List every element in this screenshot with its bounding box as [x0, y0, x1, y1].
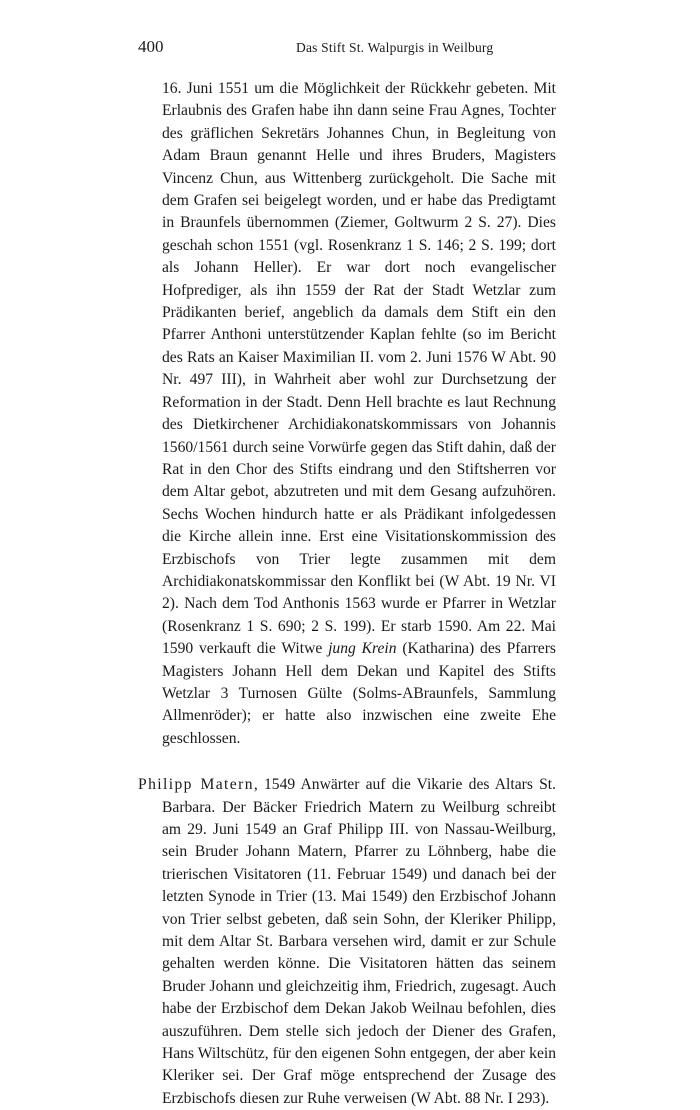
- paragraph-text: , 1549 Anwärter auf die Vikarie des Altars St. Barbara. Der Bäcker Friedrich Matern zu Weilburg schreibt am 29. Juni 1549 an Graf Philipp III. von Nassau-Weilburg, sein Bruder Johann Matern, Pfarrer zu Löhnberg, habe die trierischen Visitatoren (11. Februar 1549) und danach bei der letzten Synode in Trier (13. Mai 1549) den Erzbischof Johann von Trier selbst gebeten, daß sein Sohn, der Kleriker Philipp, mit dem Altar St. Barbara versehen wird, damit er zur Schule gehalten werden könne. Die Visitatoren hätten das seinem Bruder Johann und gleichzeitig ihm, Friedrich, zugesagt. Auch habe der Erzbischof dem Dekan Jakob Weilnau befohlen, dies auszuführen. Dem stelle sich jedoch der Diener des Grafen, Hans Wiltschütz, für den eigenen Sohn entgegen, der aber kein Kleriker sei. Der Graf möge entsprechend der Zusage des Erzbischofs diesen zur Ruhe verweisen (W Abt. 88 Nr. I 293).: [162, 776, 556, 1107]
- paragraph-text: (Katharina) des Pfarrers Magisters Johann Hell dem Dekan und Kapitel des Stifts Wetzlar 3 Turnosen Gülte (Solms-ABraunfels, Sammlung Allmenröder); er hatte also inzwischen eine zweite Ehe geschlossen.: [162, 640, 556, 747]
- paragraph-text: 16. Juni 1551 um die Möglichkeit der Rückkehr gebeten. Mit Erlaubnis des Grafen habe ihn dann seine Frau Agnes, Tochter des gräflichen Sekretärs Johannes Chun, in Begleitung von Adam Braun genannt Helle und ihres Bruders, Magisters Vincenz Chun, aus Wittenberg zurückgeholt. Die Sache mit dem Grafen sei beigelegt worden, und er habe das Predigtamt in Braunfels übernommen (Ziemer, Goltwurm 2 S. 27). Dies geschah schon 1551 (vgl. Rosenkranz 1 S. 146; 2 S. 199; dort als Johann Heller). Er war dort noch evangelischer Hofprediger, als ihn 1559 der Rat der Stadt Wetzlar zum Prädikanten berief, angeblich da damals dem Stift ein den Pfarrer Anthoni unterstützender Kaplan fehlte (so im Bericht des Rats an Kaiser Maximilian II. vom 2. Juni 1576 W Abt. 90 Nr. 497 III), in Wahrheit aber wohl zur Durchsetzung der Reformation in der Stadt. Denn Hell brachte es laut Rechnung des Dietkirchener Archidiakonatskommissars von Johannis 1560/1561 durch seine Vorwürfe gegen das Stift dahin, daß der Rat in den Chor des Stifts eindrang und den Stiftsherren vor dem Altar gebot, abzutreten und mit dem Gesang aufzuhören. Sechs Wochen hindurch hatte er als Prädikant infolgedessen die Kirche allein inne. Erst eine Visitationskommission des Erzbischofs von Trier legte zusammen mit dem Archidiakonatskommissar den Konflikt bei (W Abt. 19 Nr. VI 2). Nach dem Tod Anthonis 1563 wurde er Pfarrer in Wetzlar (Rosenkranz 1 S. 690; 2 S. 199). Er starb 1590. Am 22. Mai 1590 verkauft die Witwe: [162, 80, 556, 658]
- body-text: [138, 78, 556, 1110]
- running-title: Das Stift St. Walpurgis in Weilburg: [296, 40, 494, 55]
- page-number: 400: [138, 37, 164, 56]
- page-header: [138, 36, 556, 58]
- entry-name: Philipp Matern: [138, 776, 254, 794]
- paragraph-entry: [138, 774, 556, 1110]
- paragraph-continuation: [138, 78, 556, 750]
- italic-name: jung Krein: [328, 640, 397, 658]
